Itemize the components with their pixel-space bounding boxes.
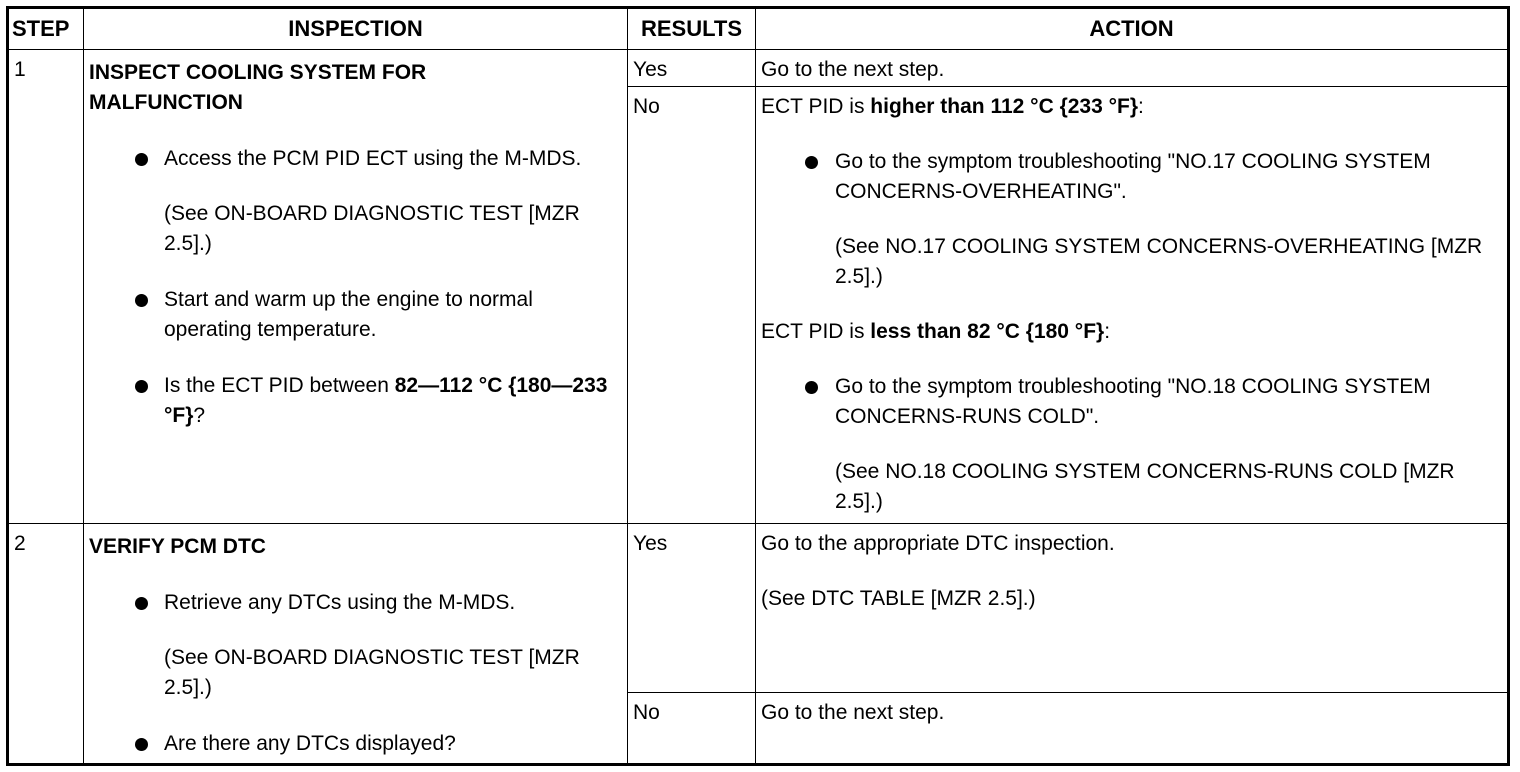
bullet-text: Access the PCM PID ECT using the M-MDS. (164, 147, 582, 170)
condition-bold: higher than 112 °C {233 °F} (870, 94, 1139, 118)
inspection-title: INSPECT COOLING SYSTEM FOR MALFUNCTION (89, 61, 427, 114)
reference-text: (See NO.18 COOLING SYSTEM CONCERNS-RUNS COLD [MZR 2.5].) (835, 459, 1455, 513)
result-label: Yes (628, 524, 756, 692)
table-row (8, 50, 1509, 87)
result-label: No (628, 692, 756, 764)
condition-line (761, 317, 1503, 347)
bullet-dot-icon (135, 738, 148, 751)
action-cell (756, 524, 1509, 692)
reference-text: (See DTC TABLE [MZR 2.5].) (761, 587, 1036, 611)
bullet-dot-icon (135, 380, 148, 393)
bullet-text: Start and warm up the engine to normal operating temperature. (164, 288, 533, 341)
diagnostic-procedure-table (6, 6, 1510, 766)
bullet-dot-icon (135, 597, 148, 610)
result-label: Yes (628, 50, 756, 87)
header-action: ACTION (756, 8, 1509, 50)
action-cell (756, 86, 1509, 524)
condition-post: : (1138, 94, 1144, 118)
inspection-cell (84, 524, 628, 765)
condition-pre: ECT PID is (761, 319, 871, 343)
action-bullet-list (761, 147, 1503, 292)
inspection-bullet-list (89, 144, 623, 431)
bullet-text: Go to the symptom troubleshooting "NO.17 COOLING SYSTEM CONCERNS-OVERHEATING". (835, 149, 1431, 203)
bullet-text-pre: Is the ECT PID between (164, 374, 395, 397)
condition-bold: less than 82 °C {180 °F} (870, 319, 1105, 343)
action-text: Go to the next step. (756, 50, 1509, 87)
list-item (89, 588, 623, 703)
step-number: 1 (8, 50, 84, 524)
bullet-dot-icon (805, 381, 818, 394)
bullet-text-post: ? (193, 404, 206, 427)
table-row (8, 524, 1509, 692)
action-text: Go to the appropriate DTC inspection. (761, 532, 1115, 556)
list-item (89, 371, 623, 431)
condition-line (761, 92, 1503, 122)
inspection-bullet-list (89, 588, 623, 759)
list-item (89, 285, 623, 345)
header-inspection: INSPECTION (84, 8, 628, 50)
bullet-text-bold: 82—112 °C {180—233 °F} (164, 374, 608, 427)
action-text: Go to the next step. (756, 692, 1509, 764)
action-bullet-list (761, 372, 1503, 517)
list-item (761, 372, 1503, 517)
bullet-text: Go to the symptom troubleshooting "NO.18 COOLING SYSTEM CONCERNS-RUNS COLD". (835, 374, 1431, 428)
inspection-title: VERIFY PCM DTC (89, 535, 266, 559)
header-step: STEP (8, 8, 84, 50)
list-item (89, 729, 623, 759)
bullet-dot-icon (805, 156, 818, 169)
step-number: 2 (8, 524, 84, 765)
bullet-text: Retrieve any DTCs using the M-MDS. (164, 591, 516, 615)
bullet-text: Are there any DTCs displayed? (164, 732, 456, 756)
bullet-dot-icon (135, 294, 148, 307)
condition-post: : (1104, 319, 1111, 343)
list-item (761, 147, 1503, 292)
result-label: No (628, 86, 756, 524)
header-row (8, 8, 1509, 50)
reference-text: (See NO.17 COOLING SYSTEM CONCERNS-OVERHEATING [MZR 2.5].) (835, 234, 1483, 288)
reference-text: (See ON-BOARD DIAGNOSTIC TEST [MZR 2.5].) (164, 646, 580, 700)
bullet-dot-icon (135, 153, 148, 166)
header-results: RESULTS (628, 8, 756, 50)
condition-pre: ECT PID is (761, 94, 871, 118)
list-item (89, 144, 623, 259)
reference-text: (See ON-BOARD DIAGNOSTIC TEST [MZR 2.5].) (164, 202, 580, 255)
inspection-cell (84, 50, 628, 524)
